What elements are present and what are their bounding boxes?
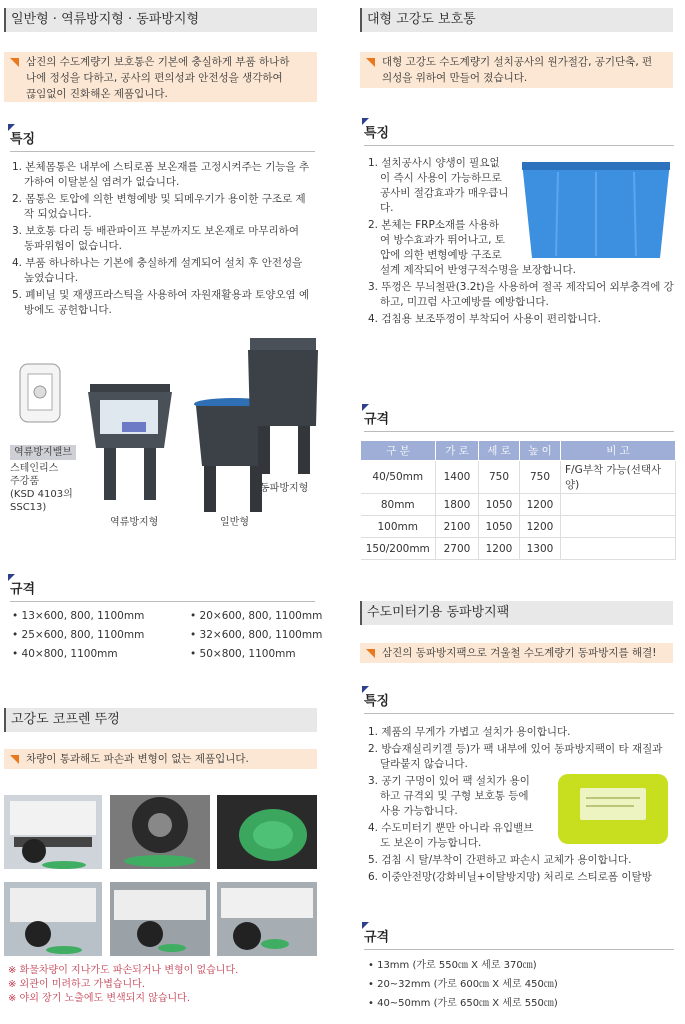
intro-line: 끊임없이 진화해온 제품입니다. xyxy=(26,88,168,100)
features-heading-large-box: 특징 xyxy=(364,122,674,144)
intro-line: 삼진의 수도계량기 보호통은 기본에 충실하게 부품 하나하 xyxy=(26,56,290,68)
feature-item: 3. 공기 구멍이 있어 팩 설치가 용이 하고 규격외 및 구형 보호통 등에 사용 가능합니다. xyxy=(368,775,530,817)
heading-corner-icon xyxy=(362,118,369,125)
photo-cover-closeup xyxy=(217,795,317,869)
feature-item: 2. 본체는 FRP소재를 사용하 여 방수효과가 뛰어나고, 토 압에 의한 변형예방 구조로 설계 제작되어 반영구적수명을 보장합니다. xyxy=(368,219,576,276)
feature-item: 4. 검침용 보조뚜껑이 부착되어 사용이 편리합니다. xyxy=(368,313,601,325)
large-box-spec-table xyxy=(360,440,676,560)
feature-item: 4. 수도미터기 뿐만 아니라 유입밸브 도 보온이 가능합니다. xyxy=(368,822,534,849)
feature-item: 2. 방습재실리키겔 등)가 팩 내부에 있어 동파방지팩이 타 재질과 달라붙지 않습니다. xyxy=(368,743,663,770)
feature-item: 2. 몸통은 토압에 의한 변형예방 및 되메우기가 용이한 구조로 제 작 되었습니다. xyxy=(12,193,306,220)
section-title-large-box: 대형 고강도 보호통 xyxy=(360,8,673,32)
heading-corner-icon xyxy=(8,124,15,131)
spec-list-right: • 20×600, 800, 1100mm • 32×600, 800, 1100mm • 50×800, 1100mm xyxy=(190,607,322,664)
features-heading: 특징 xyxy=(10,128,315,150)
intro-cover: 차량이 통과해도 파손과 변형이 없는 제품입니다. xyxy=(4,749,317,769)
large-box-features xyxy=(368,156,685,327)
table-row: 80mm 1800 1050 1200 xyxy=(361,494,676,516)
features-list xyxy=(12,160,317,320)
photo-truck-5 xyxy=(217,882,317,956)
orange-flag-icon xyxy=(10,755,19,764)
label-backflow-type: 역류방지형 xyxy=(110,517,159,528)
cover-notes: ※ 화물차량이 지나가도 파손되거나 변형이 없습니다. ※ 외관이 미려하고 가볍습니다. ※ 야외 장기 노출에도 변색되지 않습니다. xyxy=(8,965,239,1004)
features-heading-freeze-pack: 특징 xyxy=(364,690,674,712)
feature-item: 6. 이중안전망(강화비닐+이탈방지망) 처리로 스티로폼 이탈방 xyxy=(368,871,652,883)
heading-corner-icon xyxy=(362,404,369,411)
label-general-type: 일반형 xyxy=(220,517,249,528)
section-title-freeze-pack: 수도미터기용 동파방지팩 xyxy=(360,601,673,625)
feature-item: 4. 부품 하나하나는 기본에 충실하게 설계되어 설치 후 안전성을 높였습니다. xyxy=(12,257,303,284)
table-header-row: 구 분 가 로 세 로 높 이 비 고 xyxy=(361,441,676,461)
freeze-pack-specs: • 13mm (가로 550㎝ X 세로 370㎝) • 20~32mm (가로 600㎝ X 세로 450㎝) • 40~50mm (가로 650㎝ X 세로 550㎝) xyxy=(368,956,558,1013)
orange-flag-icon xyxy=(10,58,19,67)
table-row: 150/200mm 2700 1200 1300 xyxy=(361,538,676,560)
heading-corner-icon xyxy=(362,922,369,929)
table-row: 40/50mm 1400 750 750 F/G부착 가능(선택사양) xyxy=(361,461,676,494)
photo-truck-1 xyxy=(4,795,102,869)
intro-general-types xyxy=(4,52,317,102)
feature-item: 3. 보호통 다리 등 배관파이프 부분까지도 보온재로 마무리하여 동파위험이 없습니다. xyxy=(12,225,299,252)
orange-flag-icon xyxy=(366,649,375,658)
freeze-pack-features xyxy=(368,725,678,885)
spec-heading-freeze-pack: 규격 xyxy=(364,926,674,948)
feature-item: 1. 본체몸통은 내부에 스티로폼 보온재를 고정시켜주는 기능을 추 가하여 이탈분실 염려가 없습니다. xyxy=(12,161,310,188)
photo-truck-2 xyxy=(110,795,210,869)
section-title-general-types: 일반형 · 역류방지형 · 동파방지형 xyxy=(4,8,317,32)
spec-list-left: • 13×600, 800, 1100mm • 25×600, 800, 1100mm • 40×800, 1100mm xyxy=(12,607,144,664)
feature-item: 3. 뚜껑은 무늬철판(3.2t)을 사용하여 절곡 제작되어 외부충격에 강 하고, 미끄럼 사고예방를 예방합니다. xyxy=(368,281,674,308)
valve-title-label: 역류방지밸브 xyxy=(10,445,76,460)
valve-description: 스테인리스 주강품 (KSD 4103의 SSC13) xyxy=(10,463,73,513)
feature-item: 1. 제품의 무게가 가볍고 설치가 용이합니다. xyxy=(368,726,571,738)
section-title-cover: 고강도 코프렌 뚜껑 xyxy=(4,708,317,732)
intro-large-box: 대형 고강도 수도계량기 설치공사의 원가절감, 공기단축, 편 의성을 위하여 만들어 졌습니다. xyxy=(360,52,673,88)
intro-freeze-pack: 삼진의 동파방지팩으로 겨울철 수도계량기 동파방지를 해결! xyxy=(360,643,673,663)
feature-item: 1. 설치공사시 양생이 필요없 이 즉시 사용이 가능하므로 공사비 절감효과가 매우큽니 다. xyxy=(368,157,509,214)
spec-heading: 규격 xyxy=(10,578,315,600)
orange-flag-icon xyxy=(366,58,375,67)
feature-item: 5. 폐비닐 및 재생프라스틱을 사용하여 자원재활용과 토양오염 예 방에도 공헌합니다. xyxy=(12,289,310,316)
table-row: 100mm 2100 1050 1200 xyxy=(361,516,676,538)
intro-line: 나에 정성을 다하고, 공사의 편의성과 안전성을 생각하여 xyxy=(26,72,283,84)
heading-corner-icon xyxy=(362,686,369,693)
photo-truck-3 xyxy=(4,882,102,956)
spec-heading-large-box: 규격 xyxy=(364,408,674,430)
photo-truck-4 xyxy=(110,882,210,956)
feature-item: 5. 검침 시 탈/부착이 간편하고 파손시 교체가 용이합니다. xyxy=(368,854,632,866)
label-freeze-type: 동파방지형 xyxy=(260,483,309,494)
heading-corner-icon xyxy=(8,574,15,581)
